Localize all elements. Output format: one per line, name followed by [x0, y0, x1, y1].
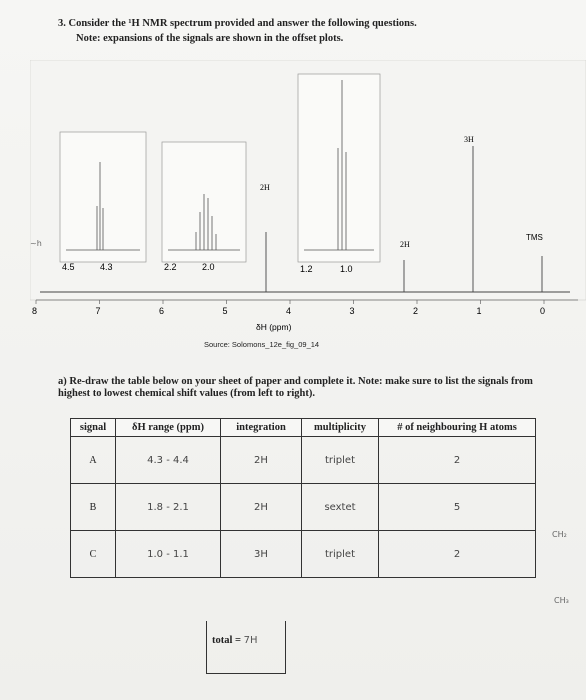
x-axis-tick-label: 0 [540, 306, 546, 316]
inset-3-tick-a: 1.2 [300, 264, 313, 274]
x-axis-tick-label: 7 [95, 306, 101, 316]
header-neighbours: # of neighbouring H atoms [379, 419, 536, 437]
signal-cell: A [71, 437, 116, 484]
question-note: Note: expansions of the signals are shown in the offset plots. [76, 33, 344, 44]
inset-3 [298, 74, 380, 262]
neighbours-cell: 5 [379, 484, 536, 531]
nmr-table [70, 418, 536, 578]
neighbours-cell: 2 [379, 531, 536, 578]
x-axis-tick-label: 5 [222, 306, 228, 316]
peak-label-3h: 3H [464, 135, 474, 144]
table-row [71, 531, 536, 578]
inset-3-tick-b: 1.0 [340, 264, 353, 274]
table-header-row [71, 419, 536, 437]
multiplicity-cell: sextet [302, 484, 379, 531]
signal-cell: C [71, 531, 116, 578]
neighbours-cell: 2 [379, 437, 536, 484]
x-axis-tick-label: 4 [286, 306, 292, 316]
multiplicity-cell: triplet [302, 531, 379, 578]
spectrum-source: Source: Solomons_12e_fig_09_14 [204, 340, 320, 349]
header-signal: signal [71, 419, 116, 437]
range-cell: 4.3 - 4.4 [116, 437, 221, 484]
inset-2-tick-b: 2.0 [202, 262, 215, 272]
x-axis-ticks [32, 300, 545, 316]
table-row [71, 437, 536, 484]
margin-mark: ~h [30, 239, 42, 248]
x-axis-tick-label: 6 [159, 306, 165, 316]
header-integration: integration [221, 419, 302, 437]
inset-1-tick-b: 4.3 [100, 262, 113, 272]
total-box [206, 621, 286, 674]
range-cell: 1.8 - 2.1 [116, 484, 221, 531]
integration-cell: 2H [221, 484, 302, 531]
x-axis-tick-label: 8 [32, 306, 38, 316]
signal-cell: B [71, 484, 116, 531]
multiplicity-cell: triplet [302, 437, 379, 484]
part-a-instructions [58, 376, 558, 400]
inset-2-tick-a: 2.2 [164, 262, 177, 272]
question-title: 3. Consider the ¹H NMR spectrum provided and answer the following questions. [58, 18, 417, 29]
table-row [71, 484, 536, 531]
peak-label-2h-b: 2H [400, 240, 410, 249]
peak-label-tms: TMS [526, 233, 543, 242]
total-label: total = [212, 635, 242, 646]
integration-cell: 2H [221, 437, 302, 484]
x-axis-tick-label: 1 [476, 306, 482, 316]
x-axis-tick-label: 2 [413, 306, 419, 316]
x-axis-tick-label: 3 [349, 306, 355, 316]
integration-total [212, 635, 258, 646]
total-value: 7H [243, 635, 258, 646]
header-range: δH range (ppm) [116, 419, 221, 437]
header-multiplicity: multiplicity [302, 419, 379, 437]
margin-note-ch3: CH₃ [554, 596, 569, 605]
peak-label-2h-a: 2H [260, 183, 270, 192]
x-axis-label: δH (ppm) [256, 322, 292, 332]
range-cell: 1.0 - 1.1 [116, 531, 221, 578]
inset-1-tick-a: 4.5 [62, 262, 75, 272]
margin-note-ch2: CH₂ [552, 530, 567, 539]
integration-cell: 3H [221, 531, 302, 578]
part-a-note: Note: [358, 376, 383, 387]
nmr-spectrum [30, 60, 586, 360]
part-a-text: make sure to list the signals from highest to lowest chemical shift values (from left to right). [58, 376, 533, 399]
part-a-prefix: a) Re-draw the table below on your sheet of paper and complete it. [58, 376, 356, 387]
